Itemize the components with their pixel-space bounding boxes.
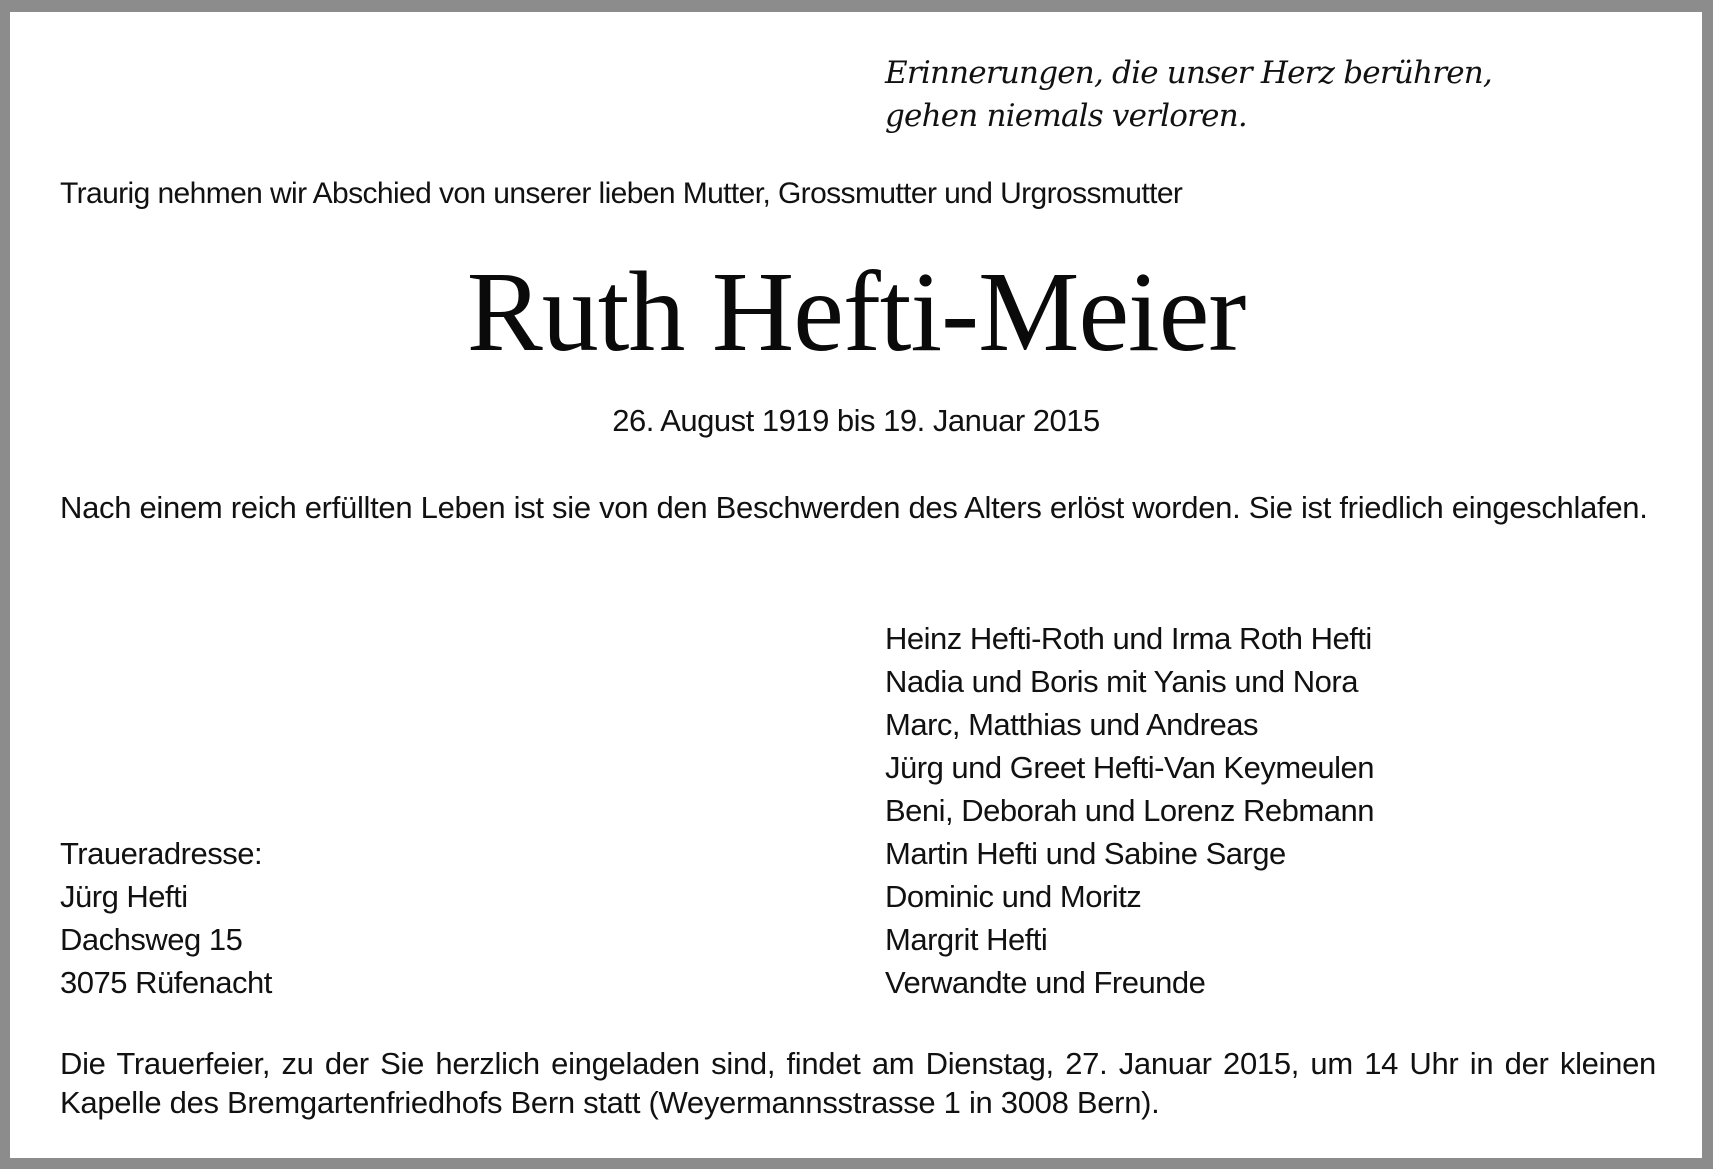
mourner-entry: Verwandte und Freunde: [885, 965, 1206, 1000]
mourner-entry: Jürg und Greet Hefti-Van Keymeulen: [885, 750, 1375, 785]
mourner-entry: Dominic und Moritz: [885, 879, 1142, 914]
deceased-name: Ruth Hefti-Meier: [466, 248, 1246, 375]
address-city: 3075 Rüfenacht: [60, 965, 272, 1000]
motto-quote: [885, 52, 1492, 138]
mourner-entry: Margrit Hefti: [885, 922, 1048, 957]
intro-text: Traurig nehmen wir Abschied von unserer lieben Mutter, Grossmutter und Urgrossmutter: [60, 177, 1183, 210]
mourner-entry: Nadia und Boris mit Yanis und Nora: [885, 664, 1358, 699]
address-name: Jürg Hefti: [60, 879, 188, 914]
motto-line-2: gehen niemals verloren.: [885, 98, 1247, 134]
mourner-entry: Martin Hefti und Sabine Sarge: [885, 836, 1286, 871]
address-street: Dachsweg 15: [60, 922, 243, 957]
address-label: Traueradresse:: [60, 836, 263, 871]
mourner-entry: Heinz Hefti-Roth und Irma Roth Hefti: [885, 621, 1372, 656]
funeral-info-paragraph: Die Trauerfeier, zu der Sie herzlich eingeladen sind, findet am Dienstag, 27. Januar 2015, um 14 Uhr in der kleinen Kapelle des Bremgartenfriedhofs Bern statt (Weyermannsstrasse 1 in 3008 Bern).: [60, 1046, 1656, 1120]
mourners-list: [885, 617, 1374, 1004]
mourning-address: [60, 832, 272, 1004]
obituary-card: [10, 12, 1702, 1158]
mourner-entry: Beni, Deborah und Lorenz Rebmann: [885, 793, 1374, 828]
life-dates: 26. August 1919 bis 19. Januar 2015: [612, 403, 1100, 438]
motto-line-1: Erinnerungen, die unser Herz berühren,: [885, 55, 1492, 91]
tribute-paragraph: Nach einem reich erfüllten Leben ist sie von den Beschwerden des Alters erlöst worden. Sie ist friedlich eingeschlafen.: [60, 490, 1648, 525]
mourner-entry: Marc, Matthias und Andreas: [885, 707, 1258, 742]
